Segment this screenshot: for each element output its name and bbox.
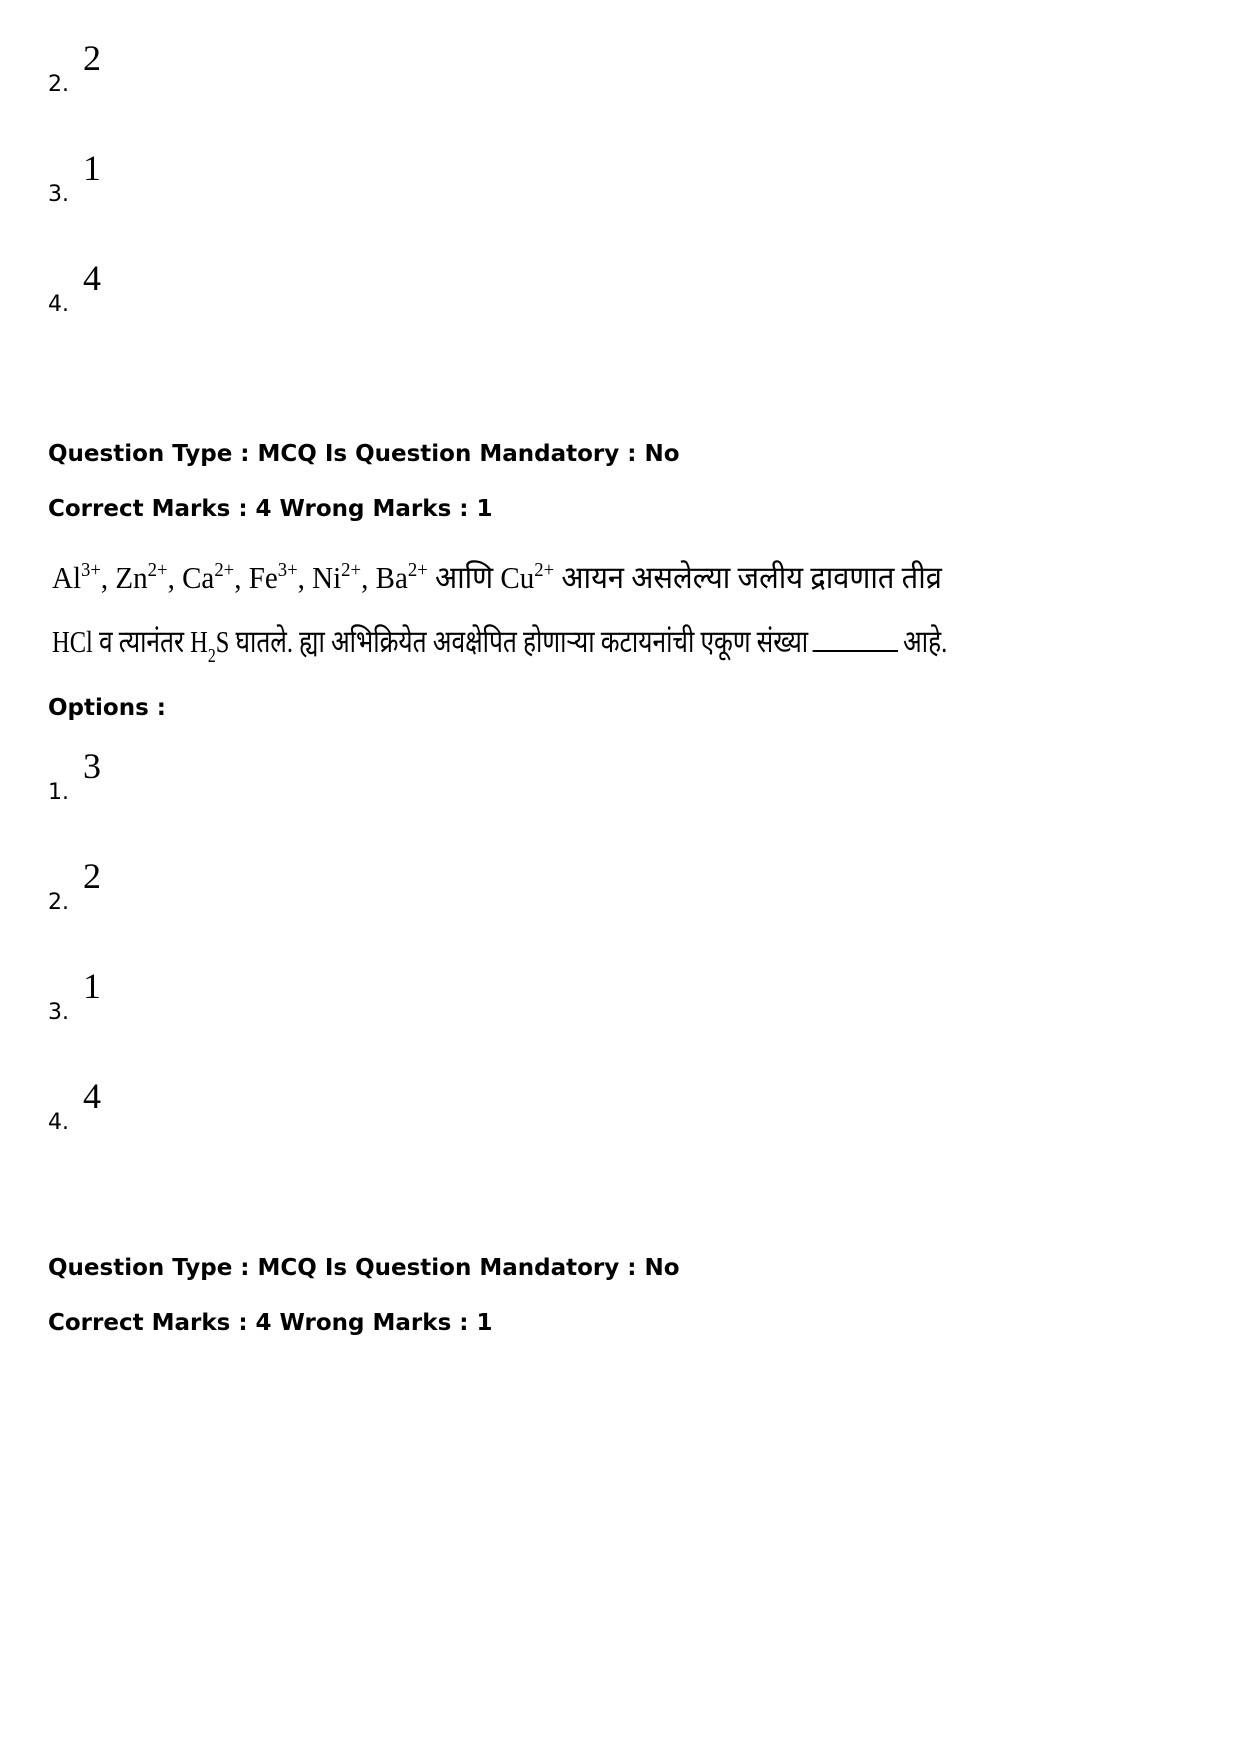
question-text-line-1: $Al^{3+}$, $Zn^{2+}$, $Ca^{2+}$, $Fe^{3+}$, $Ni^{2+}$, $Ba^{2+}$ आणि $Cu^{2+}$ आयन असलेल्या जलीय द्रावणात तीव्र: [52, 559, 942, 595]
option-item: [48, 746, 348, 806]
option-value: 4: [83, 258, 101, 298]
option-number: 3.: [48, 1000, 69, 1025]
question-type-line: Question Type : MCQ Is Question Mandatory : No: [48, 1255, 680, 1281]
marks-line: Correct Marks : 4 Wrong Marks : 1: [48, 1310, 493, 1336]
question-type-line: Question Type : MCQ Is Question Mandatory : No: [48, 441, 680, 467]
option-value: 4: [83, 1076, 101, 1116]
options-label: Options :: [48, 695, 166, 721]
option-value: 3: [83, 746, 101, 786]
option-number: 3.: [48, 182, 69, 207]
option-number: 4.: [48, 292, 69, 317]
question-text-line-2: HCl व त्यानंतर $H_2S$ घातले. ह्या अभिक्रियेत अवक्षेपित होणाऱ्या कटायनांची एकूण संख्या आहे.: [52, 624, 948, 667]
answer-blank: [813, 622, 898, 652]
option-value: 2: [83, 38, 101, 78]
option-number: 1.: [48, 780, 69, 805]
option-value: 2: [83, 856, 101, 896]
option-item: [48, 966, 348, 1026]
option-number: 2.: [48, 72, 69, 97]
option-number: 2.: [48, 890, 69, 915]
option-item: [48, 1076, 348, 1136]
option-item: [48, 148, 348, 208]
option-item: [48, 38, 348, 98]
option-item: [48, 258, 348, 318]
option-value: 1: [83, 148, 101, 188]
option-item: [48, 856, 348, 916]
option-value: 1: [83, 966, 101, 1006]
marks-line: Correct Marks : 4 Wrong Marks : 1: [48, 496, 493, 522]
option-number: 4.: [48, 1110, 69, 1135]
